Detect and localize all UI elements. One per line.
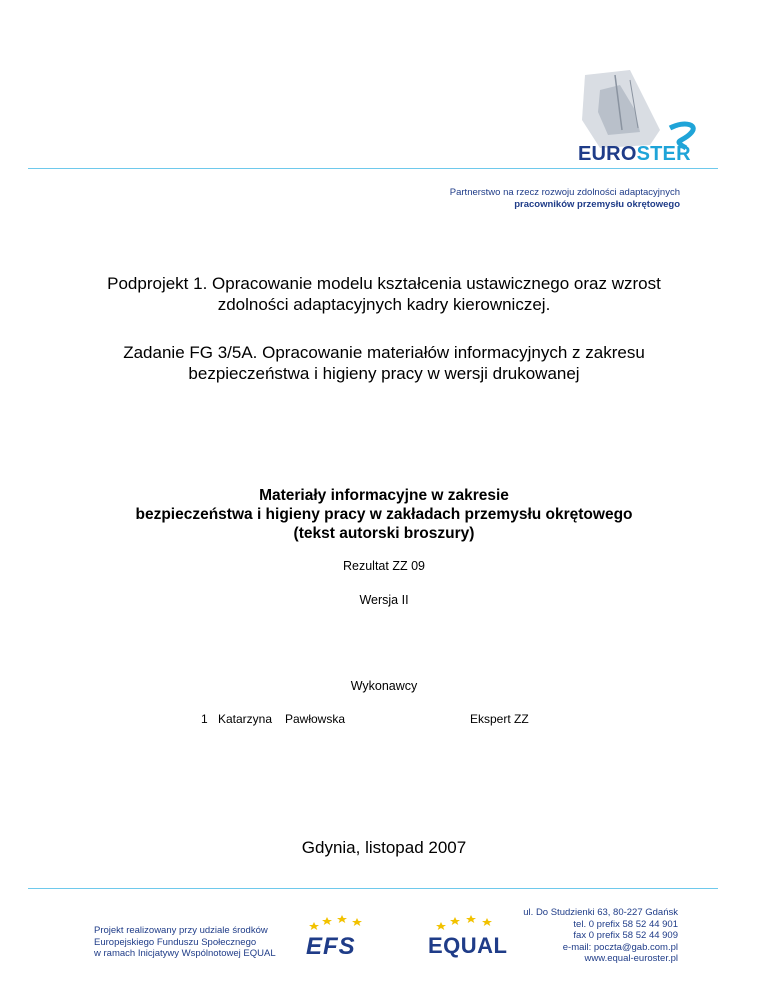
contact-email: e-mail: poczta@gab.com.pl	[562, 941, 678, 953]
version-label: Wersja II	[359, 593, 409, 607]
task-line1: Zadanie FG 3/5A. Opracowanie materiałów informacyjnych z zakresu	[123, 343, 645, 362]
euroster-logo	[578, 143, 691, 166]
subproject-line1: Podprojekt 1. Opracowanie modelu kształcenia ustawicznego oraz wzrost	[107, 274, 661, 293]
contact-fax: fax 0 prefix 58 52 44 909	[573, 930, 678, 941]
footer-left-line2: Europejskiego Funduszu Społecznego	[94, 936, 257, 948]
title-line3: (tekst autorski broszury)	[293, 525, 475, 542]
title-line2: bezpieczeństwa i higieny pracy w zakładach przemysłu okrętowego	[135, 506, 633, 523]
result-label: Rezultat ZZ 09	[343, 559, 425, 573]
subproject-line2: zdolności adaptacyjnych kadry kierowniczej.	[217, 295, 551, 314]
footer-left-line1: Projekt realizowany przy udziale środków	[94, 925, 268, 936]
contractors-heading: Wykonawcy	[350, 679, 418, 693]
header-divider	[28, 168, 718, 169]
footer-divider	[28, 888, 718, 889]
header-tagline	[450, 187, 680, 211]
contact-address: ul. Do Studzienki 63, 80-227 Gdańsk	[523, 907, 678, 918]
contractor-last-name: Pawłowska	[285, 712, 346, 726]
tagline-line1: Partnerstwo na rzecz rozwoju zdolności adaptacyjnych	[449, 187, 680, 198]
footer-contact	[523, 907, 678, 965]
contact-website: www.equal-euroster.pl	[584, 953, 678, 964]
contractor-first-name: Katarzyna	[218, 712, 273, 726]
efs-logo: EFS	[306, 933, 356, 960]
contractor-role: Ekspert ZZ	[470, 712, 529, 726]
logo-euro: EURO	[578, 143, 637, 165]
logo-ster: STER	[636, 143, 691, 165]
place-date: Gdynia, listopad 2007	[301, 838, 467, 857]
contact-tel: tel. 0 prefix 58 52 44 901	[573, 918, 678, 930]
task-line2: bezpieczeństwa i higieny pracy w wersji drukowanej	[188, 364, 580, 383]
tagline-line2: pracowników przemysłu okrętowego	[514, 199, 680, 210]
document-title	[0, 486, 768, 543]
footer-left-line3: w ramach Inicjatywy Wspólnotowej EQUAL	[94, 948, 276, 959]
task-block	[0, 342, 768, 384]
footer-funding-note	[94, 925, 276, 960]
subproject-block	[0, 273, 768, 315]
equal-logo: EQUAL	[428, 933, 508, 958]
title-line1: Materiały informacyjne w zakresie	[259, 487, 509, 504]
contractor-number: 1	[201, 712, 208, 726]
